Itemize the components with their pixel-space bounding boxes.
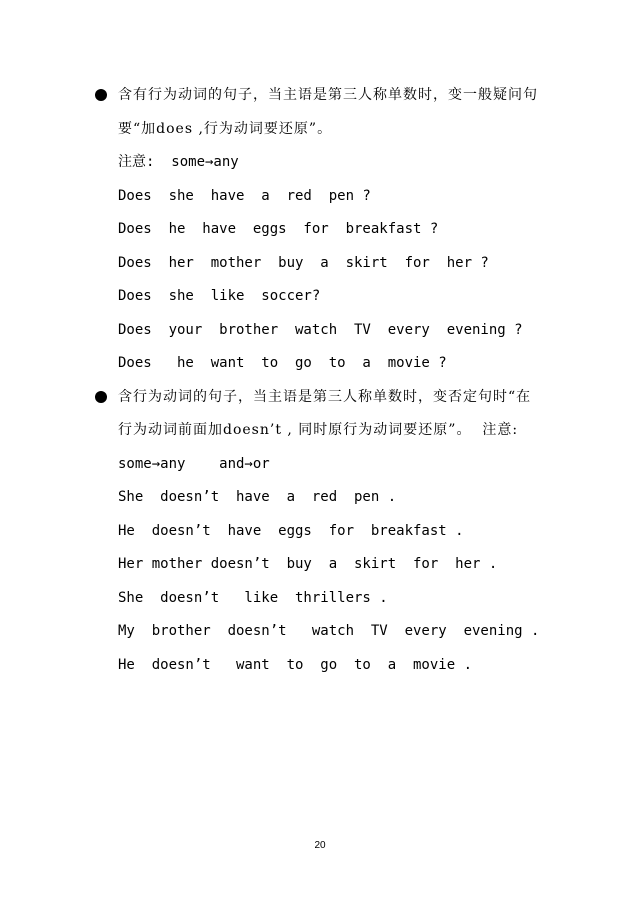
section2-note: some→any and→or [118, 456, 270, 472]
section2-heading-line1: 含行为动词的句子，当主语是第三人称单数时，变否定句时“在 [118, 389, 532, 405]
section1-heading-line2: 要“加does ,行为动词要还原”。 [118, 121, 333, 137]
section1-example: Does her mother buy a skirt for her ? [118, 255, 489, 271]
section1-example: Does she have a red pen ? [118, 188, 371, 204]
section2-example: She doesn’t have a red pen . [118, 489, 397, 505]
bullet-icon [95, 391, 107, 403]
section1-example: Does your brother watch TV every evening ? [118, 322, 523, 338]
bullet-icon [95, 89, 107, 101]
section2-example: She doesn’t like thrillers . [118, 590, 388, 606]
section2-example: My brother doesn’t watch TV every evening . [118, 623, 540, 639]
section1-heading-line1: 含有行为动词的句子，当主语是第三人称单数时，变一般疑问句 [118, 87, 538, 103]
section1-example: Does he want to go to a movie ? [118, 355, 447, 371]
section1-example: Does he have eggs for breakfast ? [118, 221, 439, 237]
section2-example: Her mother doesn’t buy a skirt for her . [118, 556, 498, 572]
section2-example: He doesn’t want to go to a movie . [118, 657, 473, 673]
section2-heading-line2: 行为动词前面加doesn’t , 同时原行为动词要还原”。 注意: [118, 422, 519, 438]
page-number: 20 [314, 840, 326, 851]
section1-note: 注意: some→any [118, 154, 239, 170]
section2-example: He doesn’t have eggs for breakfast . [118, 523, 464, 539]
section1-example: Does she like soccer? [118, 288, 321, 304]
